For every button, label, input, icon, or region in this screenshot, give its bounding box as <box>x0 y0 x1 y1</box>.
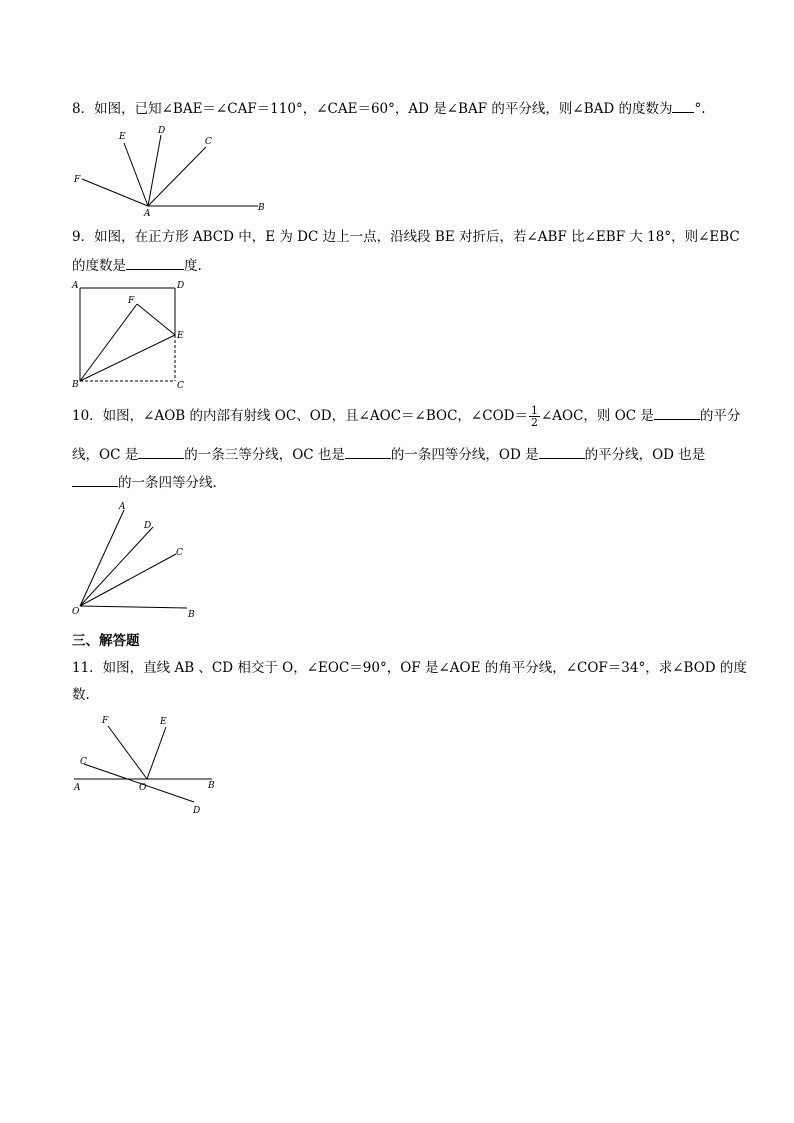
q10-label-a: A <box>119 502 126 512</box>
q10-line2-part3: 的一条四等分线，OD 是 <box>390 447 539 463</box>
q10-fraction-numerator: 1 <box>530 404 538 417</box>
q10-line2-part1: 线，OC 是 <box>72 447 139 463</box>
q8-label-a: A <box>144 209 151 219</box>
q11-label-b: B <box>208 781 215 791</box>
section-heading: 三、解答题 <box>72 633 140 649</box>
q9-label-b: B <box>72 380 79 390</box>
q10-line2-part4: 的平分线，OD 也是 <box>584 447 706 463</box>
q8-label-c: C <box>205 137 212 147</box>
q8-text-after: °. <box>694 101 706 117</box>
q11-ray-of <box>108 726 147 779</box>
q11-line2: 数. <box>72 687 90 703</box>
q10-label-d: D <box>144 521 152 531</box>
q10-label-c: C <box>176 548 183 558</box>
q10-line1-part2: ∠AOC，则 OC 是 <box>540 408 654 424</box>
q11-line1: 11．如图，直线 AB 、CD 相交于 O，∠EOC＝90°，OF 是∠AOE 的角平分线，∠COF＝34°，求∠BOD 的度 <box>72 660 747 676</box>
q8-label-e: E <box>119 132 126 142</box>
q8-label-f: F <box>74 175 81 185</box>
q10-label-o: O <box>72 607 80 617</box>
q9-label-a: A <box>72 281 79 291</box>
q9-line2-before: 的度数是 <box>72 258 126 274</box>
q11-label-o: O <box>139 783 147 793</box>
q8-label-b: B <box>258 203 265 213</box>
q9-label-e: E <box>177 331 184 341</box>
q10-line3-part1: 的一条四等分线. <box>118 475 217 491</box>
q10-line1-part3: 的平分 <box>699 408 741 424</box>
q9-label-f: F <box>128 296 135 306</box>
q11-label-c: C <box>80 757 87 767</box>
q10-fraction-denominator: 2 <box>530 416 538 429</box>
q10-line2-part2: 的一条三等分线，OC 也是 <box>184 447 345 463</box>
q11-label-f: F <box>102 716 109 726</box>
q9-line2-after: 度. <box>184 258 202 274</box>
q8-text-before: 8．如图，已知∠BAE＝∠CAF＝110°，∠CAE＝60°，AD 是∠BAF 的平分线，则∠BAD 的度数为 <box>72 101 673 117</box>
q10-line1-part1: 10．如图，∠AOB 的内部有射线 OC、OD，且∠AOC＝∠BOC，∠COD＝ <box>72 408 528 424</box>
q11-label-d: D <box>193 806 201 816</box>
q9-label-c: C <box>177 381 184 391</box>
q11-ray-oe <box>147 727 166 779</box>
q8-label-d: D <box>158 126 166 136</box>
q11-label-e: E <box>160 717 167 727</box>
q10-label-b: B <box>188 610 195 620</box>
q11-label-a: A <box>74 783 81 793</box>
q9-line1: 9．如图，在正方形 ABCD 中，E 为 DC 边上一点，沿线段 BE 对折后，若∠ABF 比∠EBF 大 18°，则∠EBC <box>72 229 740 245</box>
q9-label-d: D <box>177 281 185 291</box>
